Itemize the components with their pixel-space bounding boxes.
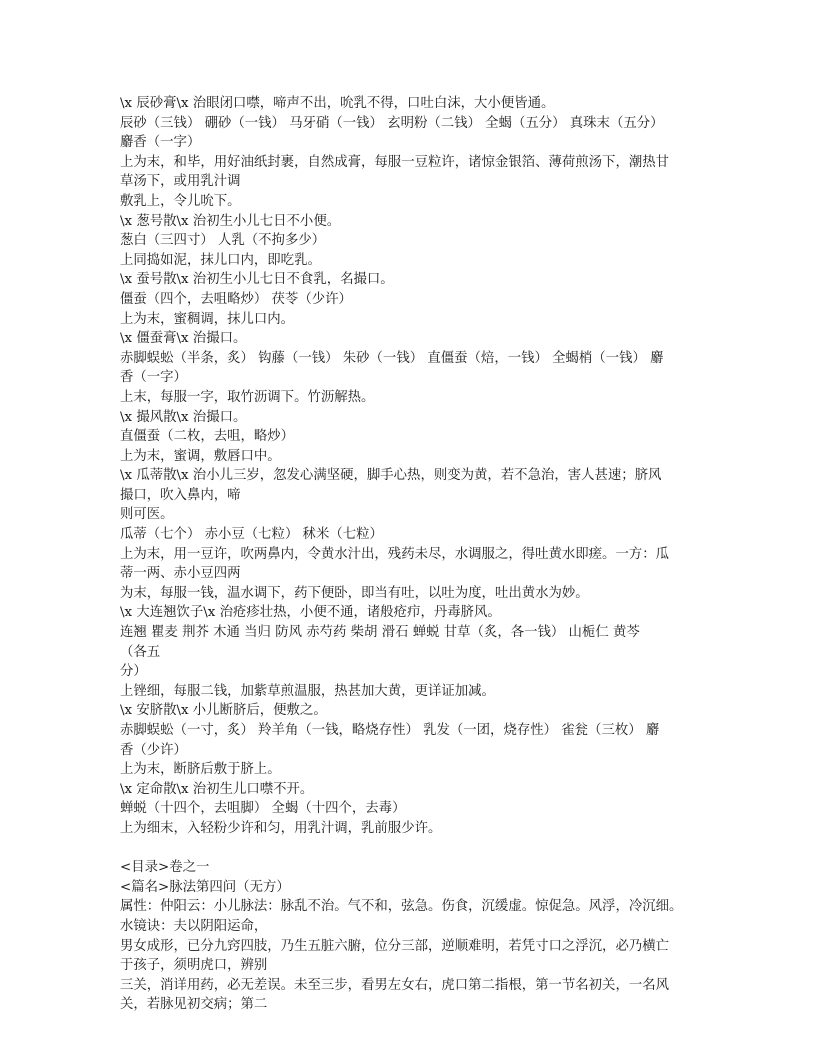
chapter-title: <篇名>脉法第四问（无方） bbox=[120, 879, 290, 895]
text-line: 香（少许） bbox=[120, 742, 187, 758]
text-line: 蝉蜕（十四个，去咀脚） 全蝎（十四个，去毒） bbox=[120, 801, 406, 817]
text-line: 分） bbox=[120, 664, 147, 680]
text-line: 上同捣如泥，抹儿口内，即吃乳。 bbox=[120, 252, 321, 268]
text-line: 上末，每服一字，取竹沥调下。竹沥解热。 bbox=[120, 389, 375, 405]
text-line: 蒂一两、赤小豆四两 bbox=[120, 566, 241, 582]
text-line: 瓜蒂（七个） 赤小豆（七粒） 秫米（七粒） bbox=[120, 527, 383, 543]
text-line: 直僵蚕（二枚，去咀，略炒） bbox=[120, 429, 295, 445]
text-line: 属性：仲阳云：小儿脉法：脉乱不治。气不和，弦急。伤食，沉缓虚。惊促急。风浮，冷沉细。 bbox=[120, 899, 683, 915]
blank-line bbox=[120, 839, 700, 859]
document-page bbox=[120, 94, 700, 1015]
text-line: 上锉细，每服二钱，加紫草煎温服，热甚加大黄，更详证加减。 bbox=[120, 683, 495, 699]
text-line: 撮口，吹入鼻内，啼 bbox=[120, 487, 241, 503]
text-line: 草汤下，或用乳汁调 bbox=[120, 174, 241, 190]
section-heading: <目录>卷之一 bbox=[120, 860, 210, 876]
text-line: 上为末，断脐后敷于脐上。 bbox=[120, 762, 281, 778]
text-line: \x 僵蚕膏\x 治撮口。 bbox=[120, 331, 247, 347]
text-line: 关，若脉见初交病；第二 bbox=[120, 997, 268, 1013]
text-line: 香（一字） bbox=[120, 370, 187, 386]
text-line: \x 撮风散\x 治撮口。 bbox=[120, 409, 247, 425]
text-line: 赤脚蜈蚣（一寸，炙） 羚羊角（一钱，略烧存性） 乳发（一团，烧存性） 雀瓮（三枚） 麝 bbox=[120, 723, 660, 738]
text-line: 连翘 瞿麦 荆芥 木通 当归 防风 赤芍药 柴胡 滑石 蝉蜕 甘草（炙，各一钱） 山栀仁 黄芩 bbox=[120, 625, 640, 641]
text-line: 赤脚蜈蚣（半条，炙） 钩藤（一钱） 朱砂（一钱） 直僵蚕（焙，一钱） 全蝎梢（一钱） 麝 bbox=[120, 350, 664, 366]
text-line: （各五 bbox=[120, 644, 161, 660]
text-line: \x 大连翘饮子\x 治疮疹壮热，小便不通，诸般疮疖，丹毒脐风。 bbox=[120, 605, 501, 621]
text-line: \x 安脐散\x 小儿断脐后，便敷之。 bbox=[120, 703, 327, 719]
text-line: \x 定命散\x 治初生儿口噤不开。 bbox=[120, 781, 314, 797]
text-line: 上为细末，入轻粉少许和匀，用乳汁调，乳前服少许。 bbox=[120, 820, 442, 836]
text-line: 麝香（一字） bbox=[120, 135, 201, 151]
text-line: 上为末，蜜稠调，抹儿口内。 bbox=[120, 311, 295, 327]
text-line: 葱白（三四寸） 人乳（不拘多少） bbox=[120, 233, 326, 249]
text-line: 上为末，用一豆许，吹两鼻内，令黄水汁出，残药未尽，水调服之，得吐黄水即瘥。一方：瓜 bbox=[120, 546, 670, 562]
text-line: \x 瓜蒂散\x 治小儿三岁，忽发心满坚硬，脚手心热，则变为黄，若不急治，害人甚速；脐风 bbox=[120, 468, 662, 484]
text-line: 上为末，和毕，用好油纸封裹，自然成膏，每服一豆粒许，诸惊金银箔、薄荷煎汤下，潮热甘 bbox=[120, 154, 670, 170]
text-line: \x 蚕号散\x 治初生小儿七日不食乳，名撮口。 bbox=[120, 272, 394, 288]
text-line: 男女成形，已分九窍四肢，乃生五脏六腑，位分三部，逆顺难明，若凭寸口之浮沉，必乃横亡 bbox=[120, 938, 670, 954]
text-line: \x 葱号散\x 治初生小儿七日不小便。 bbox=[120, 213, 341, 229]
text-line: 上为末，蜜调，敷唇口中。 bbox=[120, 448, 281, 464]
text-line: 于孩子，须明虎口，辨别 bbox=[120, 958, 268, 974]
text-line: 三关，消详用药，必无差误。未至三步，看男左女右，虎口第二指根，第一节名初关，一名风 bbox=[120, 977, 670, 993]
text-line: 水镜诀：夫以阴阳运命， bbox=[120, 918, 268, 934]
text-line: 辰砂（三钱） 硼砂（一钱） 马牙硝（一钱） 玄明粉（二钱） 全蝎（五分） 真珠末（五分） bbox=[120, 115, 664, 131]
text-line: 僵蚕（四个，去咀略炒） 茯苓（少许） bbox=[120, 291, 352, 307]
text-line: 敷乳上，令儿吮下。 bbox=[120, 193, 241, 209]
text-line: 则可医。 bbox=[120, 507, 174, 523]
text-line: 为末，每服一钱，温水调下，药下便卧，即当有吐，以吐为度，吐出黄水为妙。 bbox=[120, 585, 589, 601]
text-line: \x 辰砂膏\x 治眼闭口噤，啼声不出，吮乳不得，口吐白沫，大小便皆通。 bbox=[120, 96, 555, 111]
